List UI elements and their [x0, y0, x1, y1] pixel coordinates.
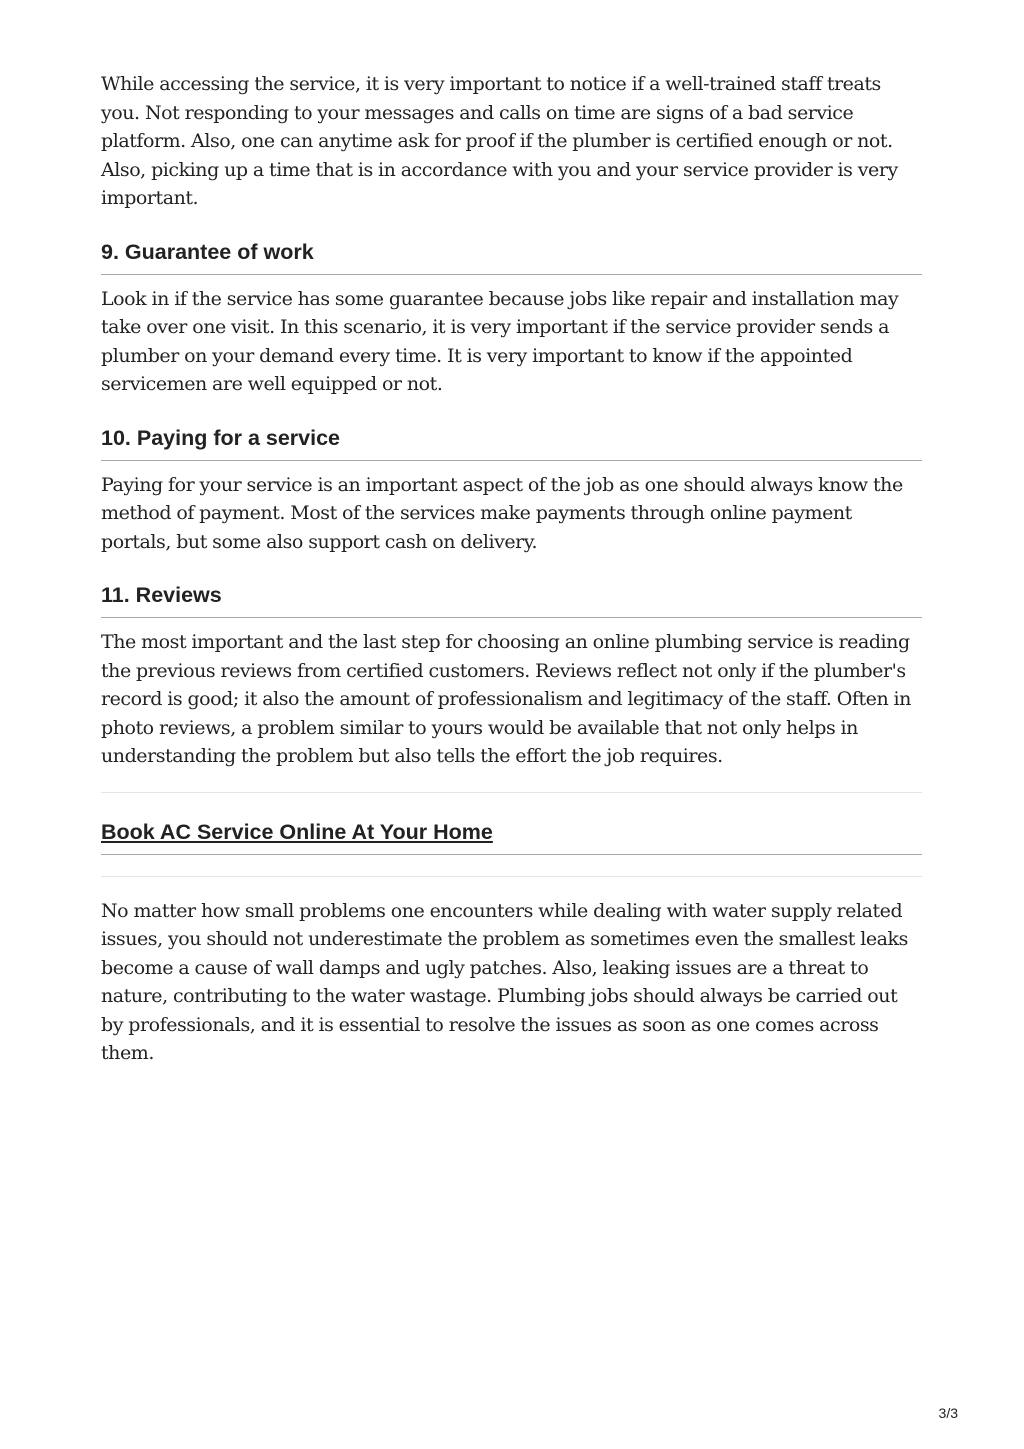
book-ac-service-link[interactable]: Book AC Service Online At Your Home [101, 819, 493, 844]
section-paragraph-guarantee: Look in if the service has some guarantee because jobs like repair and installation may take over one visit. In this scenario, it is very important if the service provider sends a plumber on your demand every time. It is very important to know if the appointed servicemen are well equipped or not. [101, 287, 899, 395]
book-ac-service-heading [101, 818, 922, 855]
section-heading-reviews: 11. Reviews [101, 581, 922, 618]
section-paragraph-paying: Paying for your service is an important aspect of the job as one should always know the method of payment. Most of the services make payments through online payment portals, but some also support cash on delivery. [101, 473, 903, 553]
divider-bottom [101, 876, 922, 877]
intro-paragraph: While accessing the service, it is very important to notice if a well-trained staff treats you. Not responding to your messages and calls on time are signs of a bad service platform. Also, one can anytime ask for proof if the plumber is certified enough or not. Also, picking up a time that is in accordance with you and your service provider is very important. [101, 73, 898, 209]
conclusion-paragraph: No matter how small problems one encounters while dealing with water supply related issues, you should not underestimate the problem as sometimes even the smallest leaks become a cause of wall damps and ugly patches. Also, leaking issues are a threat to nature, contributing to the water wastage. Plumbing jobs should always be carried out by professionals, and it is essential to resolve the issues as soon as one comes across them. [101, 899, 908, 1064]
section-heading-paying: 10. Paying for a service [101, 424, 922, 461]
divider-top [101, 792, 922, 793]
page-number: 3/3 [938, 1405, 958, 1421]
section-paragraph-reviews: The most important and the last step for choosing an online plumbing service is reading the previous reviews from certified customers. Reviews reflect not only if the plumber's record is good; it also the amount of professionalism and legitimacy of the staff. Often in photo reviews, a problem similar to yours would be available that not only helps in understanding the problem but also tells the effort the job requires. [101, 631, 911, 767]
article-body [101, 70, 922, 1068]
section-heading-guarantee: 9. Guarantee of work [101, 238, 922, 275]
